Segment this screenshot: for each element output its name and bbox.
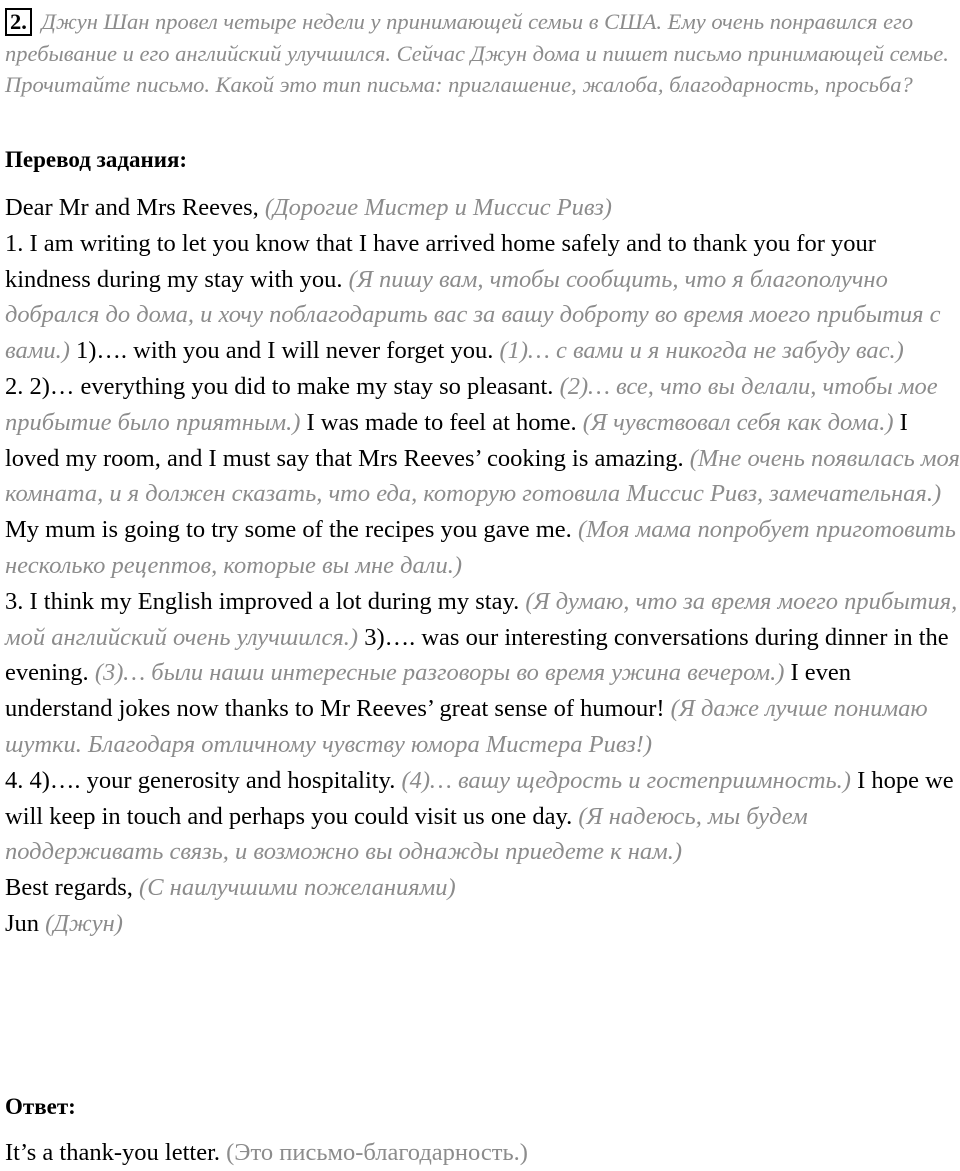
letter-paragraph-3 [5, 584, 960, 763]
task-number: 2. [5, 8, 32, 36]
p4-en-2: I hope we will keep in touch and perhaps you could visit us one day. [5, 766, 954, 830]
p2-ru-2: (Я чувствовал себя как дома.) [582, 408, 894, 436]
answer-ru: (Это письмо-благодарность.) [226, 1139, 528, 1166]
letter-body [5, 190, 960, 942]
answer-line [5, 1135, 528, 1171]
p3-en-3: I even understand jokes now thanks to Mr Reeves’ great sense of humour! [5, 659, 852, 723]
p2-ru-3: (Мне очень появилась моя комната, и я должен сказать, что еда, которую готовила Миссис Ривз, замечательная.) [5, 444, 960, 508]
task-statement [5, 6, 950, 101]
p2-en-4: My mum is going to try some of the recipes you gave me. [5, 516, 572, 544]
closing-ru: (С наилучшими пожеланиями) [139, 874, 456, 902]
answer-en: It’s a thank-you letter. [5, 1139, 220, 1166]
p3-en-2: 3)…. was our interesting conversations during dinner in the evening. [5, 623, 949, 687]
translation-heading: Перевод задания: [5, 147, 188, 172]
p4-ru-1: (4)… вашу щедрость и гостеприимность.) [401, 766, 851, 794]
greeting-ru: (Дорогие Мистер и Миссис Ривз) [264, 194, 612, 221]
p3-en-1: 3. I think my English improved a lot during my stay. [5, 587, 520, 615]
letter-paragraph-2 [5, 369, 960, 584]
greeting-en: Dear Mr and Mrs Reeves, [5, 194, 259, 221]
closing-en: Best regards, [5, 874, 133, 902]
p1-ru-1: (Я пишу вам, чтобы сообщить, что я благополучно добрался до дома, и хочу поблагодарить вас за вашу доброту во время моего прибытия с вами.) [5, 265, 941, 365]
signature-ru: (Джун) [45, 909, 123, 937]
p4-en-1: 4. 4)…. your generosity and hospitality. [5, 766, 396, 794]
p2-ru-4: (Моя мама попробует приготовить несколько рецептов, которые вы мне дали.) [5, 516, 956, 579]
p2-en-3: I loved my room, and I must say that Mrs Reeves’ cooking is amazing. [5, 408, 908, 472]
p3-ru-2: (3)… были наши интересные разговоры во время ужина вечером.) [94, 659, 785, 687]
letter-greeting [5, 190, 960, 226]
letter-closing [5, 870, 960, 906]
signature-en: Jun [5, 909, 40, 937]
p4-ru-2: (Я надеюсь, мы будем поддерживать связь, и возможно вы однажды приедете к нам.) [5, 802, 808, 866]
p1-en-1: 1. I am writing to let you know that I have arrived home safely and to thank you for your kindness during my stay with you. [5, 229, 876, 293]
p2-en-2: I was made to feel at home. [306, 408, 577, 436]
p1-ru-2: (1)… с вами и я никогда не забуду вас.) [499, 337, 904, 365]
p2-en-1: 2. 2)… everything you did to make my stay so pleasant. [5, 372, 554, 400]
letter-paragraph-1 [5, 226, 960, 369]
p3-ru-1: (Я думаю, что за время моего прибытия, мой английский очень улучшился.) [5, 587, 958, 651]
letter-paragraph-4 [5, 763, 960, 870]
task-text: Джун Шан провел четыре недели у принимающей семьи в США. Ему очень понравился его пребывание и его английский улучшился. Сейчас Джун дома и пишет письмо принимающей семье. Прочитайте письмо. Какой это тип письма: приглашение, жалоба, благодарность, просьба? [5, 9, 949, 97]
letter-signature [5, 906, 960, 942]
answer-heading: Ответ: [5, 1094, 76, 1119]
p2-ru-1: (2)… все, что вы делали, чтобы мое прибытие было приятным.) [5, 372, 938, 436]
p1-en-2: 1)…. with you and I will never forget you. [76, 337, 494, 365]
p3-ru-3: (Я даже лучше понимаю шутки. Благодаря отличному чувству юмора Мистера Ривз!) [5, 695, 928, 758]
